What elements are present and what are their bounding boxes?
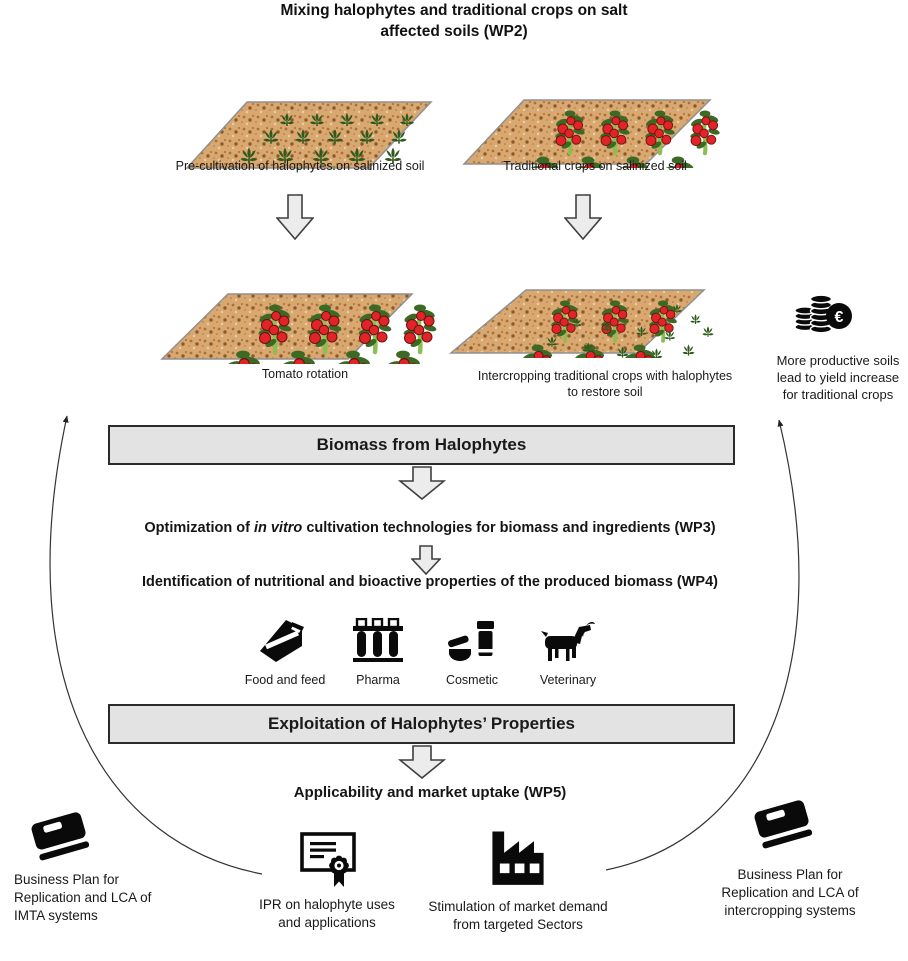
wp3-text-italic: in vitro	[253, 520, 303, 536]
svg-text:€: €	[834, 309, 844, 326]
exploitation-banner-label: Exploitation of Halophytes’ Properties	[268, 714, 575, 733]
intercrop-plan-line-3: intercropping systems	[724, 903, 856, 918]
intercrop-plan-line-2: Replication and LCA of	[721, 885, 859, 900]
down-arrow-small	[411, 545, 441, 575]
market-line-1: Stimulation of market demand	[428, 899, 608, 914]
intercropping-label	[445, 368, 765, 400]
yield-note	[768, 352, 908, 403]
book-icon-intercropping	[748, 793, 818, 855]
imta-line-1: Business Plan for	[14, 872, 120, 887]
sector-label-pharma: Pharma	[356, 673, 400, 687]
book-icon-imta	[25, 805, 95, 867]
title-line-2: affected soils (WP2)	[380, 23, 528, 40]
tomato-rotation-label: Tomato rotation	[261, 367, 349, 381]
test-tubes-icon	[352, 618, 404, 666]
wp4-text: Identification of nutritional and bioactive properties of the produced biomass (WP4)	[141, 574, 718, 590]
yield-note-line-3: for traditional crops	[782, 387, 894, 402]
wp3-text-pre: Optimization of	[144, 520, 250, 536]
wp3-text-post: cultivation technologies for biomass and ingredients (WP3)	[306, 520, 716, 536]
down-arrow-left	[276, 194, 314, 240]
cosmetics-icon	[446, 616, 498, 668]
imta-line-2: Replication and LCA of	[14, 890, 152, 905]
yield-note-line-1: More productive soils	[776, 353, 900, 368]
market-outcome-text	[418, 898, 618, 934]
exploitation-banner	[108, 704, 735, 744]
euro-coins-icon	[793, 283, 857, 339]
biomass-banner	[108, 425, 735, 465]
biomass-banner-label: Biomass from Halophytes	[316, 435, 527, 454]
yield-note-line-2: lead to yield increase	[776, 370, 900, 385]
halophyte-field-label: Pre-cultivation of halophytes on salinized soil	[175, 159, 425, 173]
down-arrow-biomass	[398, 466, 446, 500]
halophyte-field-illustration	[185, 78, 435, 170]
factory-icon	[487, 823, 549, 887]
diagram-title	[0, 0, 908, 42]
wp5-text: Applicability and market uptake (WP5)	[293, 784, 567, 801]
intercropping-field-illustration	[448, 246, 758, 358]
imta-outcome-text	[14, 871, 204, 925]
market-line-2: from targeted Sectors	[453, 917, 583, 932]
intercropping-label-line-2: to restore soil	[567, 385, 643, 399]
certificate-icon	[298, 828, 358, 890]
traditional-crops-field-illustration	[462, 52, 762, 168]
ipr-outcome-text	[242, 896, 412, 932]
intercrop-plan-line-1: Business Plan for	[737, 867, 843, 882]
imta-line-3: IMTA systems	[14, 908, 98, 923]
ipr-line-1: IPR on halophyte uses	[259, 897, 395, 912]
intercrop-plan-text	[690, 866, 890, 920]
down-arrow-right	[564, 194, 602, 240]
traditional-crops-field-label: Traditional crops on salinized soil	[503, 159, 687, 173]
goat-icon	[540, 620, 596, 668]
sector-label-veterinary: Veterinary	[539, 673, 597, 687]
ipr-line-2: and applications	[278, 915, 376, 930]
cake-slice-icon	[258, 616, 310, 668]
down-arrow-exploitation	[398, 745, 446, 779]
wp3-text	[0, 520, 860, 536]
sector-label-cosmetic: Cosmetic	[445, 673, 499, 687]
tomato-rotation-field-illustration	[160, 242, 465, 364]
intercropping-label-line-1: Intercropping traditional crops with halophytes	[477, 369, 733, 383]
sector-label-food: Food and feed	[244, 673, 326, 687]
title-line-1: Mixing halophytes and traditional crops on salt	[280, 2, 628, 19]
